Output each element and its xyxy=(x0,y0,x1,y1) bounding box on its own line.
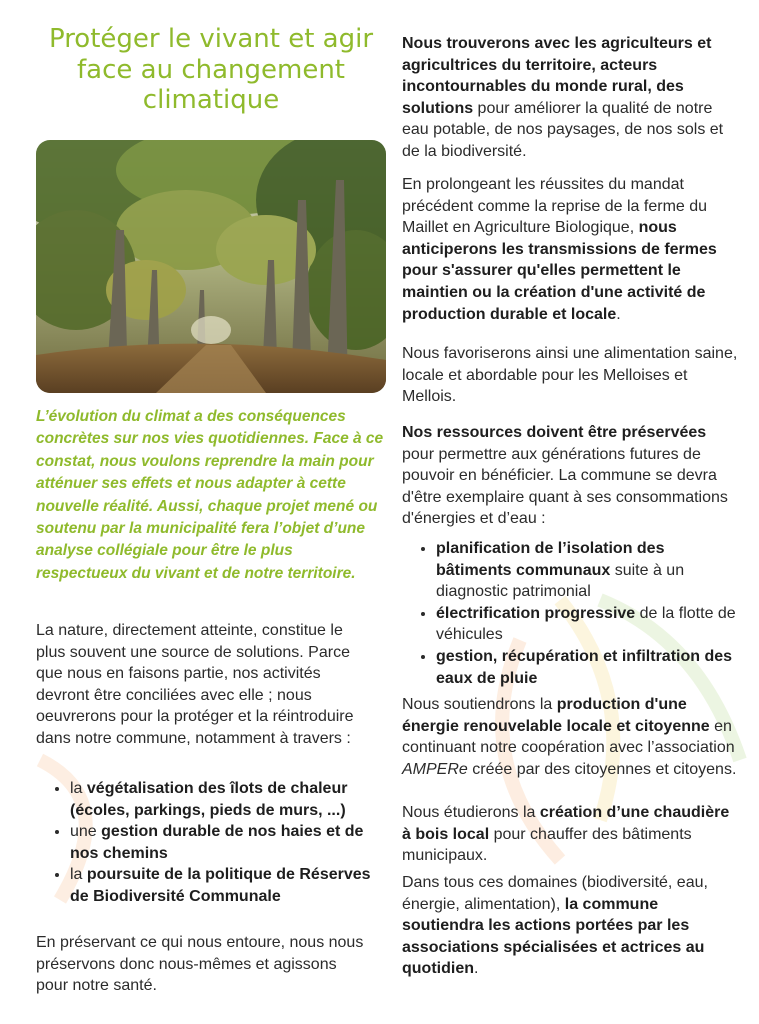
forest-path-photo xyxy=(36,140,386,393)
list-item: • la poursuite de la politique de Réserves de Biodiversité Communale xyxy=(70,864,380,907)
associations-paragraph: Dans tous ces domaines (biodiversité, eau, énergie, alimentation), la commune soutiendra les actions portées par les associations spécialisées et actrices au quotidien. xyxy=(402,874,708,978)
page-title: Protéger le vivant et agir face au changement climatique xyxy=(48,24,374,115)
health-paragraph: En préservant ce qui nous entoure, nous nous préservons donc nous-mêmes et agissons pour notre santé. xyxy=(36,934,364,995)
list-item: • électrification progressive de la flotte de véhicules xyxy=(436,603,742,646)
list-item: • la végétalisation des îlots de chaleur (écoles, parkings, pieds de murs, ...) xyxy=(70,778,380,821)
list-item: • une gestion durable de nos haies et de nos chemins xyxy=(70,821,380,864)
agriculture-paragraph: Nous trouverons avec les agriculteurs et agricultrices du territoire, acteurs incontournables du monde rural, des solutions pour améliorer la qualité de notre eau potable, de nos paysages, de nos sols et de la biodiversité. xyxy=(402,35,724,160)
list-item: • planification de l’isolation des bâtiments communaux suite à un diagnostic patrimonial xyxy=(436,538,742,603)
boiler-paragraph: Nous étudierons la création d’une chaudière à bois local pour chauffer des bâtiments municipaux. xyxy=(402,804,730,865)
resources-actions-list xyxy=(402,538,742,689)
list-item: • gestion, récupération et infiltration des eaux de pluie xyxy=(436,646,742,689)
energy-paragraph: Nous soutiendrons la production d'une énergie renouvelable locale et citoyenne en continuant notre coopération avec l’association AMPERe créée par des citoyennes et citoyens. xyxy=(402,696,737,778)
resources-paragraph: Nos ressources doivent être préservées pour permettre aux générations futures de pouvoir en bénéficier. La commune se devra d'être exemplaire quant à ses consommations d'énergies et d’eau : xyxy=(402,424,728,528)
farms-paragraph: En prolongeant les réussites du mandat précédent comme la reprise de la ferme du Maillet en Agriculture Biologique, nous anticiperons les transmissions de fermes pour s'assurer qu'elles permettent le maintien ou la création d'une activité de production durable et locale. xyxy=(402,176,717,323)
food-paragraph: Nous favoriserons ainsi une alimentation saine, locale et abordable pour les Melloises et Mellois. xyxy=(402,345,738,406)
nature-paragraph: La nature, directement atteinte, constitue le plus souvent une source de solutions. Parce que nous en faisons partie, nos activités devront être conciliées avec elle ; nous oeuvrerons pour la protéger et la réintroduire dans notre commune, notamment à travers : xyxy=(36,622,354,747)
intro-paragraph: L’évolution du climat a des conséquences concrètes sur nos vies quotidiennes. Face à ce constat, nous voulons reprendre la main pour atténuer ses effets et nous adapter à cette nouvelle réalité. Aussi, chaque projet mené ou soutenu par la municipalité fera l’objet d’une analyse collégiale pour être le plus respectueux du vivant et de notre territoire. xyxy=(36,408,384,582)
nature-actions-list xyxy=(36,778,380,908)
